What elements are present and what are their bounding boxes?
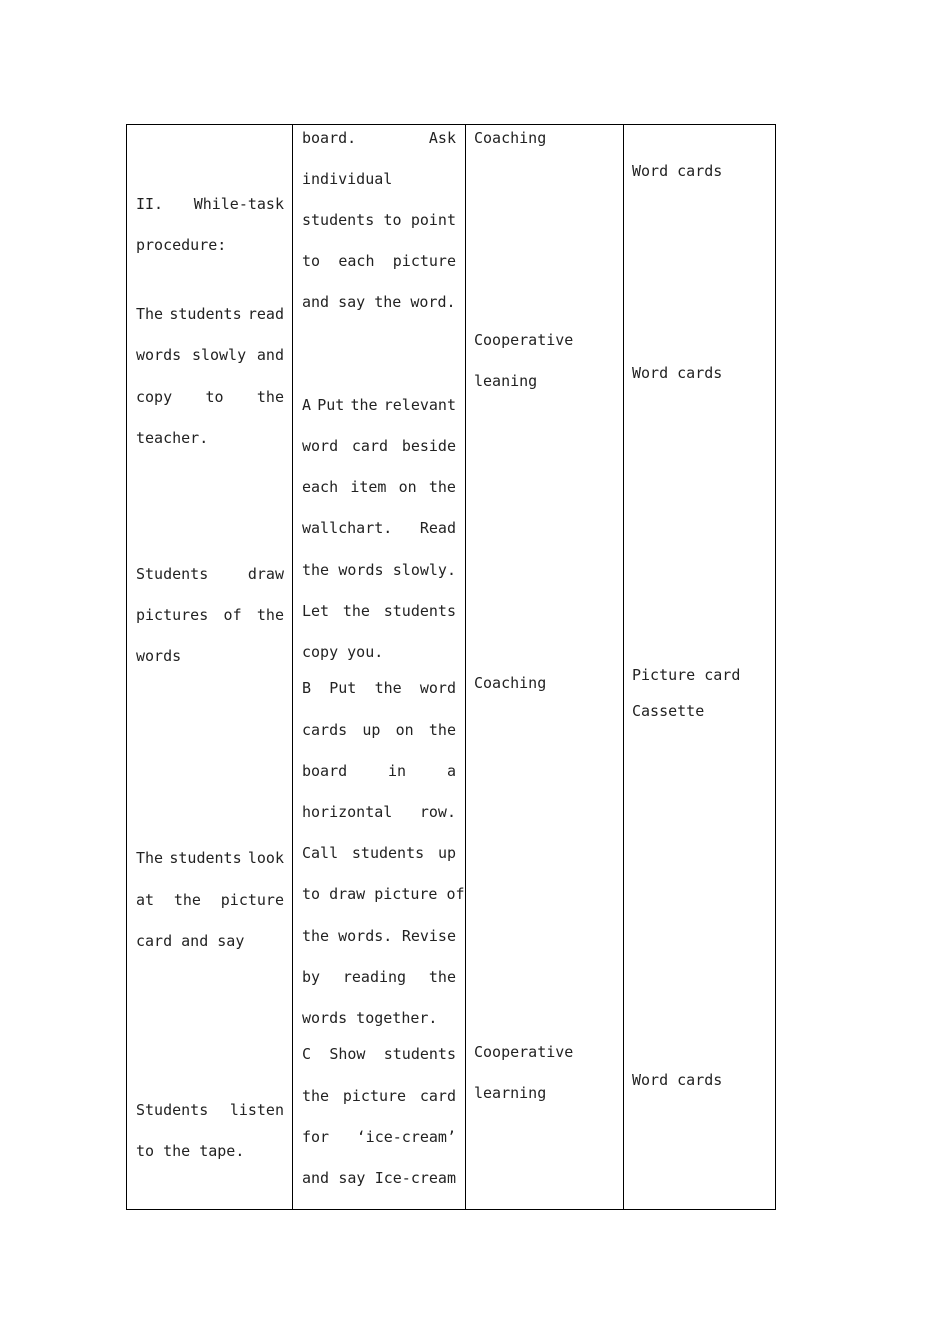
- word: to: [383, 211, 402, 229]
- column-divider: [465, 124, 466, 1210]
- text-line: [302, 252, 456, 270]
- word: Show: [329, 1045, 366, 1063]
- resource-label: Word cards: [632, 162, 723, 180]
- text-line: [302, 478, 456, 496]
- word: The: [136, 849, 164, 867]
- word: up: [362, 721, 381, 739]
- text-line: [136, 849, 284, 867]
- resource-label: Word cards: [632, 1071, 723, 1089]
- word: for: [302, 1128, 330, 1146]
- word: item: [350, 478, 387, 496]
- text-line: [136, 1101, 284, 1119]
- word: ‘ice-cream’: [356, 1128, 456, 1146]
- word: listen: [229, 1101, 284, 1119]
- word: Revise: [401, 927, 456, 945]
- word: students: [302, 211, 375, 229]
- word: slowly.: [392, 561, 456, 579]
- text-line: [136, 891, 284, 909]
- word: slowly: [191, 346, 247, 364]
- word: of: [223, 606, 242, 624]
- section-heading: [136, 195, 284, 213]
- resource-label: Cassette: [632, 702, 705, 720]
- word: and say the word.: [302, 293, 456, 311]
- word: the: [302, 1087, 330, 1105]
- word: card: [419, 1087, 456, 1105]
- word: Call: [302, 844, 339, 862]
- method-label: Coaching: [474, 129, 547, 147]
- text-line: [136, 606, 284, 624]
- text-line: [302, 437, 456, 455]
- word: and: [302, 1169, 330, 1187]
- word: words: [338, 561, 384, 579]
- word: A: [302, 396, 312, 414]
- text-line: [302, 968, 456, 986]
- method-label: leaning: [474, 372, 538, 390]
- word: up: [437, 844, 456, 862]
- word: words together.: [302, 1009, 438, 1027]
- word: Read: [419, 519, 456, 537]
- word: B: [302, 679, 312, 697]
- word: pictures: [136, 606, 209, 624]
- word: each: [302, 478, 339, 496]
- word: words: [136, 346, 182, 364]
- word: word: [302, 437, 339, 455]
- text-line: [302, 1045, 456, 1063]
- word: read: [247, 305, 284, 323]
- text-line: [136, 305, 284, 323]
- word: picture: [392, 252, 456, 270]
- word: the: [302, 561, 330, 579]
- text-line: [302, 803, 456, 821]
- text-line: [302, 602, 456, 620]
- method-label: Cooperative: [474, 1043, 574, 1061]
- text-line: [136, 388, 284, 406]
- text-line: [302, 211, 456, 229]
- word: look: [247, 849, 284, 867]
- word: cards: [302, 721, 348, 739]
- text-line: [136, 429, 208, 447]
- word: beside: [401, 437, 456, 455]
- word: Ask: [428, 129, 456, 147]
- word: horizontal: [302, 803, 393, 821]
- column-divider: [623, 124, 624, 1210]
- word: students: [351, 844, 425, 862]
- word: the: [342, 602, 370, 620]
- text-line: [136, 346, 284, 364]
- word: Students: [136, 565, 209, 583]
- text-line: [302, 519, 456, 537]
- word: the: [173, 891, 201, 909]
- word: point: [410, 211, 456, 229]
- word: at: [136, 891, 155, 909]
- word: students: [383, 602, 456, 620]
- text-line: [136, 1142, 244, 1160]
- word: a: [446, 762, 456, 780]
- word: say: [338, 1169, 366, 1187]
- text-line: [302, 762, 456, 780]
- word: Let: [302, 602, 330, 620]
- word: students: [383, 1045, 456, 1063]
- text-line: [302, 129, 456, 147]
- word: to: [205, 388, 224, 406]
- method-label: learning: [474, 1084, 547, 1102]
- word: row.: [419, 803, 456, 821]
- word: words: [136, 647, 182, 665]
- word: the: [428, 968, 456, 986]
- word: copy: [136, 388, 173, 406]
- word: the: [256, 388, 284, 406]
- word: picture: [342, 1087, 407, 1105]
- word: Students: [136, 1101, 209, 1119]
- column-divider: [292, 124, 293, 1210]
- text-line: [136, 565, 284, 583]
- word: the: [428, 721, 456, 739]
- word: in: [388, 762, 407, 780]
- word: on: [395, 721, 414, 739]
- word: on: [398, 478, 417, 496]
- word: the words.: [302, 927, 393, 945]
- word: The: [136, 305, 164, 323]
- word: wallchart.: [302, 519, 393, 537]
- word: picture: [220, 891, 284, 909]
- text-line: [302, 170, 392, 188]
- text-line: [302, 1128, 456, 1146]
- word: by: [302, 968, 321, 986]
- text-line: [302, 927, 456, 945]
- text-line: [136, 647, 181, 665]
- word: teacher.: [136, 429, 209, 447]
- word: copy you.: [302, 643, 384, 661]
- text-line: [302, 721, 456, 739]
- section-heading: procedure:: [136, 236, 227, 254]
- word: card: [351, 437, 389, 455]
- text-line: [302, 679, 456, 697]
- word: the: [428, 478, 456, 496]
- word: card and say: [136, 932, 245, 950]
- method-label: Coaching: [474, 674, 547, 692]
- word: and: [256, 346, 284, 364]
- word: C: [302, 1045, 312, 1063]
- text-line: [302, 561, 456, 579]
- text-line: [302, 885, 465, 903]
- text-line: [136, 932, 244, 950]
- word: the: [350, 396, 378, 414]
- word: each: [338, 252, 375, 270]
- word: While-task: [193, 195, 284, 213]
- word: students: [169, 305, 242, 323]
- word: Put: [317, 396, 345, 414]
- word: to: [302, 252, 321, 270]
- word: II.: [136, 195, 164, 213]
- text-line: [302, 844, 456, 862]
- resource-label: Picture card: [632, 666, 741, 684]
- word: to the tape.: [136, 1142, 245, 1160]
- text-line: [302, 1009, 437, 1027]
- text-line: [302, 396, 456, 414]
- word: to draw picture of: [302, 885, 465, 903]
- word: Ice-cream: [374, 1169, 456, 1187]
- word: board: [302, 762, 348, 780]
- word: word: [419, 679, 456, 697]
- word: draw: [247, 565, 284, 583]
- resource-label: Word cards: [632, 364, 723, 382]
- text-line: [302, 1169, 456, 1187]
- word: reading: [342, 968, 407, 986]
- text-line: [302, 293, 456, 311]
- word: individual: [302, 170, 393, 188]
- word: relevant: [383, 396, 456, 414]
- method-label: Cooperative: [474, 331, 574, 349]
- word: students: [169, 849, 242, 867]
- word: the: [374, 679, 402, 697]
- word: Put: [329, 679, 357, 697]
- word: board.: [302, 129, 357, 147]
- text-line: [302, 643, 383, 661]
- word: the: [256, 606, 284, 624]
- text-line: [302, 1087, 456, 1105]
